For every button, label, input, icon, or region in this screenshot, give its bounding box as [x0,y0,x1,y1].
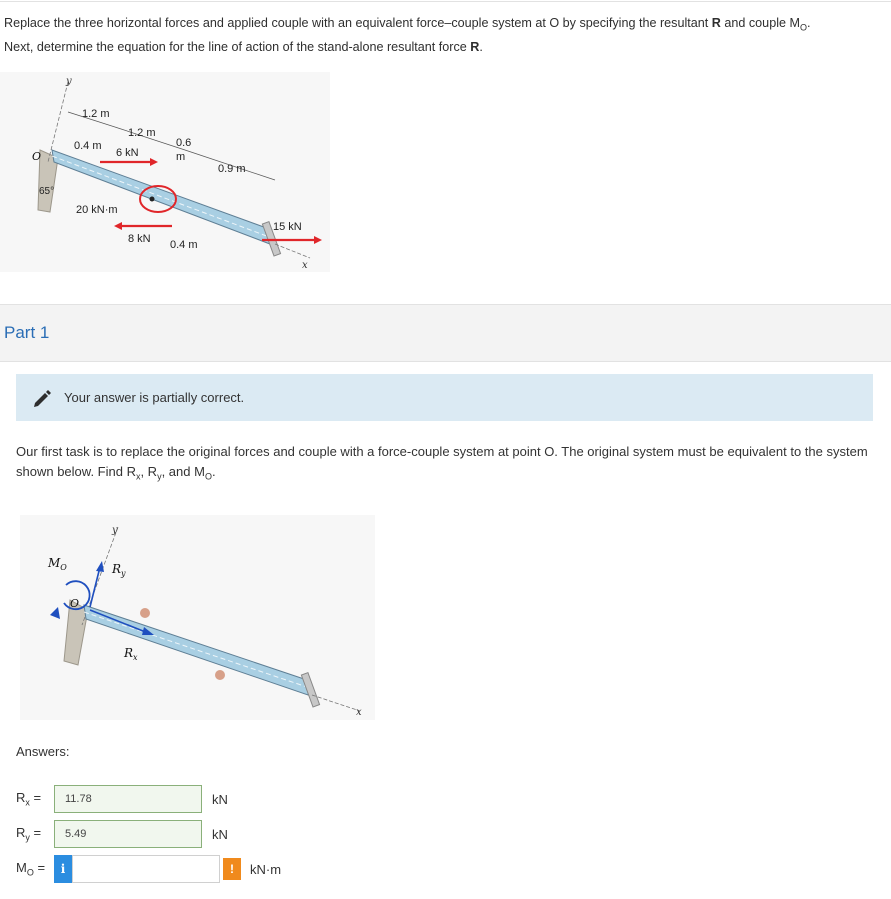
answers-heading: Answers: [16,744,70,759]
force-8kN-label: 8 kN [128,233,151,245]
equivalent-system-figure [20,515,375,720]
info-icon[interactable]: i [54,855,72,883]
warning-icon[interactable]: ! [223,858,241,880]
Mo-label: $M_O$ [48,556,67,572]
angle-label: 65° [39,186,55,197]
ry-label: $R_y$ = [16,825,42,843]
problem-statement: Replace the three horizontal forces and applied couple with an equivalent force–couple system at O by specifying the resultant R and couple $M_O$. Next, determine the equation for the line of action of the stand-alone resultant force R. [4,16,811,54]
dim-1-2m-a: 1.2 m [82,108,110,120]
part-header [0,304,891,362]
force-6kN-label: 6 kN [116,147,139,159]
force-15kN-label: 15 kN [273,221,302,233]
x-label: x [356,707,362,718]
y-label: y [112,525,118,536]
answer-row-ry [16,820,228,848]
problem-figure [0,72,330,272]
feedback-banner [16,374,873,421]
mo-unit: kN·m [250,861,282,877]
couple-label: 20 kN·m [76,204,118,216]
part-title: Part 1 [4,323,50,342]
rx-unit: kN [212,791,228,807]
x-label: x [302,260,308,271]
dim-0-4m: 0.4 m [74,140,102,152]
origin-label: O [32,150,42,163]
answer-row-rx [16,785,228,813]
mo-input[interactable] [72,855,220,883]
task-instructions: Our first task is to replace the original forces and couple with a force-couple system at point O. The original system must be equivalent to the system shown below. Find $R_x$, $R_y$, and $M_O$. [16,444,868,482]
top-divider [0,1,891,2]
Rx-label: $R_x$ [124,646,138,662]
y-label: y [66,76,72,87]
dim-1-2m-b: 1.2 m [128,127,156,139]
dim-0-4m-b: 0.4 m [170,239,198,251]
origin-label: O [70,597,80,610]
rx-input[interactable]: 11.78 [54,785,202,813]
ry-input[interactable]: 5.49 [54,820,202,848]
mo-label: $M_O$ = [16,860,46,878]
rx-label: $R_x$ = [16,790,42,808]
feedback-message: Your answer is partially correct. [64,390,245,405]
ry-unit: kN [212,826,228,842]
dim-0-6-m: m [176,151,186,163]
Ry-label: $R_y$ [112,562,126,578]
dim-0-9m: 0.9 m [218,163,246,175]
dim-0-6: 0.6 [176,137,192,149]
answer-row-mo [16,855,281,883]
pencil-icon [32,388,52,408]
